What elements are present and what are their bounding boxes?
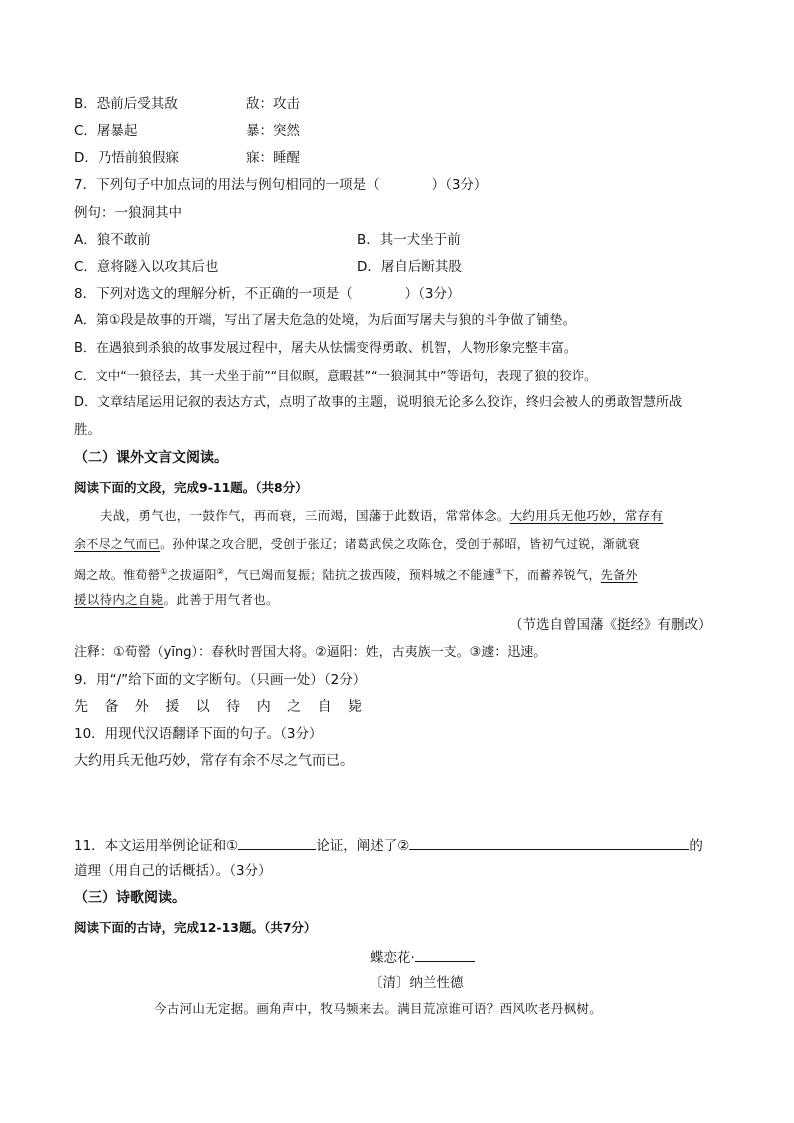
q6-option-c: C．屠暴起	[74, 123, 138, 139]
q8-option-c: C．文中“一狼径去，其一犬坐于前”“目似瞑，意暇甚”“一狼洞其中”等语句，表现了狼的狡诈。	[74, 368, 597, 383]
q6-option-c-gloss: 暴：突然	[246, 123, 300, 139]
passage-line-4	[74, 591, 279, 609]
q8-stem	[74, 285, 460, 303]
poem-title	[370, 947, 475, 967]
passage-text: 夫战，勇气也，一鼓作气，再而衰，三而竭，国藩于此数语，常常体念。	[100, 508, 510, 523]
q11-blank-1[interactable]	[238, 835, 316, 850]
poem-title-text: 蝶恋花·	[370, 950, 415, 966]
q8-option-b: B．在遇狼到杀狼的故事发展过程中，屠夫从怯懦变得勇敢、机智，人物形象完整丰富。	[74, 341, 577, 356]
passage-text: 竭之故。惟荀罃	[74, 568, 161, 582]
passage-text: 。此善于用气者也。	[163, 592, 279, 607]
q7-option-c: C．意将隧入以攻其后也	[74, 259, 219, 275]
q6-option-d-gloss: 寐：睡醒	[246, 150, 300, 166]
footnote-marker: ③	[494, 567, 503, 576]
q7-option-d: D．屠自后断其股	[357, 259, 462, 275]
section2-title: （二）课外文言文阅读。	[74, 450, 228, 466]
q8-option-a: A．第①段是故事的开端，写出了屠夫危急的处境，为后面写屠夫与狼的斗争做了铺垫。	[74, 313, 576, 328]
footnote-marker: ①	[160, 567, 168, 576]
q7-stem-end: ）（3分）	[431, 177, 488, 193]
section2-instruction: 阅读下面的文段，完成9-11题。（共8分）	[74, 480, 308, 495]
passage-text: 。孙仲谋之攻合肥，受创于张辽；诸葛武侯之攻陈仓，受创于郝昭，皆初气过锐，渐就衰	[160, 537, 640, 551]
passage-notes: 注释：①荀罃（yīng）：春秋时晋国大将。②逼阳：姓，古夷族一支。③遽：迅速。	[74, 645, 547, 660]
passage-line-2	[74, 535, 640, 553]
q6-option-d: D．乃悟前狼假寐	[74, 150, 179, 166]
q8-stem-end: ）（3分）	[404, 286, 461, 302]
q7-stem-text: 7．下列句子中加点词的用法与例句相同的一项是（	[74, 177, 380, 193]
passage-underlined-phrase: 援以待内之自毙	[74, 592, 164, 607]
passage-source: （节选自曾国藩《挺经》有删改）	[509, 617, 712, 633]
q11-part2: 论证，阐述了②	[316, 838, 410, 854]
q8-option-d-line1: D．文章结尾运用记叙的表达方式，点明了故事的主题，说明狼无论多么狡诈，终归会被人的勇敢智慧所战	[74, 395, 683, 410]
q11-stem-line1	[74, 835, 703, 855]
q11-stem-line2: 道理（用自己的话概括）。（3分）	[74, 863, 272, 879]
q6-option-b: B．恐前后受其敌	[74, 96, 178, 112]
q7-stem	[74, 176, 487, 194]
q9-stem: 9．用“/”给下面的文字断句。（只画一处）（2分）	[74, 672, 367, 688]
footnote-marker: ②	[216, 567, 225, 576]
passage-line-3	[74, 563, 638, 584]
poem-author: 〔清〕纳兰性德	[369, 975, 464, 991]
q7-option-b: B．其一犬坐于前	[357, 232, 461, 248]
passage-underlined-phrase: 先备外	[600, 568, 638, 582]
q8-option-d-line2: 胜。	[74, 422, 101, 438]
q11-part1: 11．本文运用举例论证和①	[74, 838, 239, 854]
passage-text: 之拔逼阳	[167, 568, 217, 582]
section3-instruction: 阅读下面的古诗，完成12-13题。（共7分）	[74, 920, 317, 935]
q9-text: 先 备 外 援 以 待 内 之 自 毙	[74, 699, 369, 715]
poem-line-1: 今古河山无定据。画角声中，牧马频来去。满目荒凉谁可语？西风吹老丹枫树。	[154, 1001, 603, 1016]
q10-stem: 10．用现代汉语翻译下面的句子。（3分）	[74, 726, 323, 742]
q8-stem-text: 8．下列对选文的理解分析，不正确的一项是（	[74, 286, 353, 302]
q11-blank-2[interactable]	[409, 835, 689, 850]
passage-line-1	[100, 507, 663, 525]
q7-example: 例句：一狼洞其中	[74, 205, 182, 221]
q7-option-a: A．狼不敢前	[74, 232, 151, 248]
q6-option-b-gloss: 敌：攻击	[246, 96, 300, 112]
q10-sentence: 大约用兵无他巧妙，常存有余不尽之气而已。	[74, 753, 354, 769]
section3-title: （三）诗歌阅读。	[74, 890, 186, 906]
passage-text: 下，而蓄养锐气，	[502, 568, 601, 582]
passage-underlined-sentence: 余不尽之气而已	[74, 537, 161, 551]
passage-text: ，气已竭而复振；陆抗之拔西陵，预料城之不能遽	[224, 568, 495, 582]
q11-part3: 的	[689, 838, 703, 854]
poem-title-blank[interactable]	[415, 947, 475, 962]
passage-underlined-sentence: 大约用兵无他巧妙，常存有	[509, 508, 664, 523]
